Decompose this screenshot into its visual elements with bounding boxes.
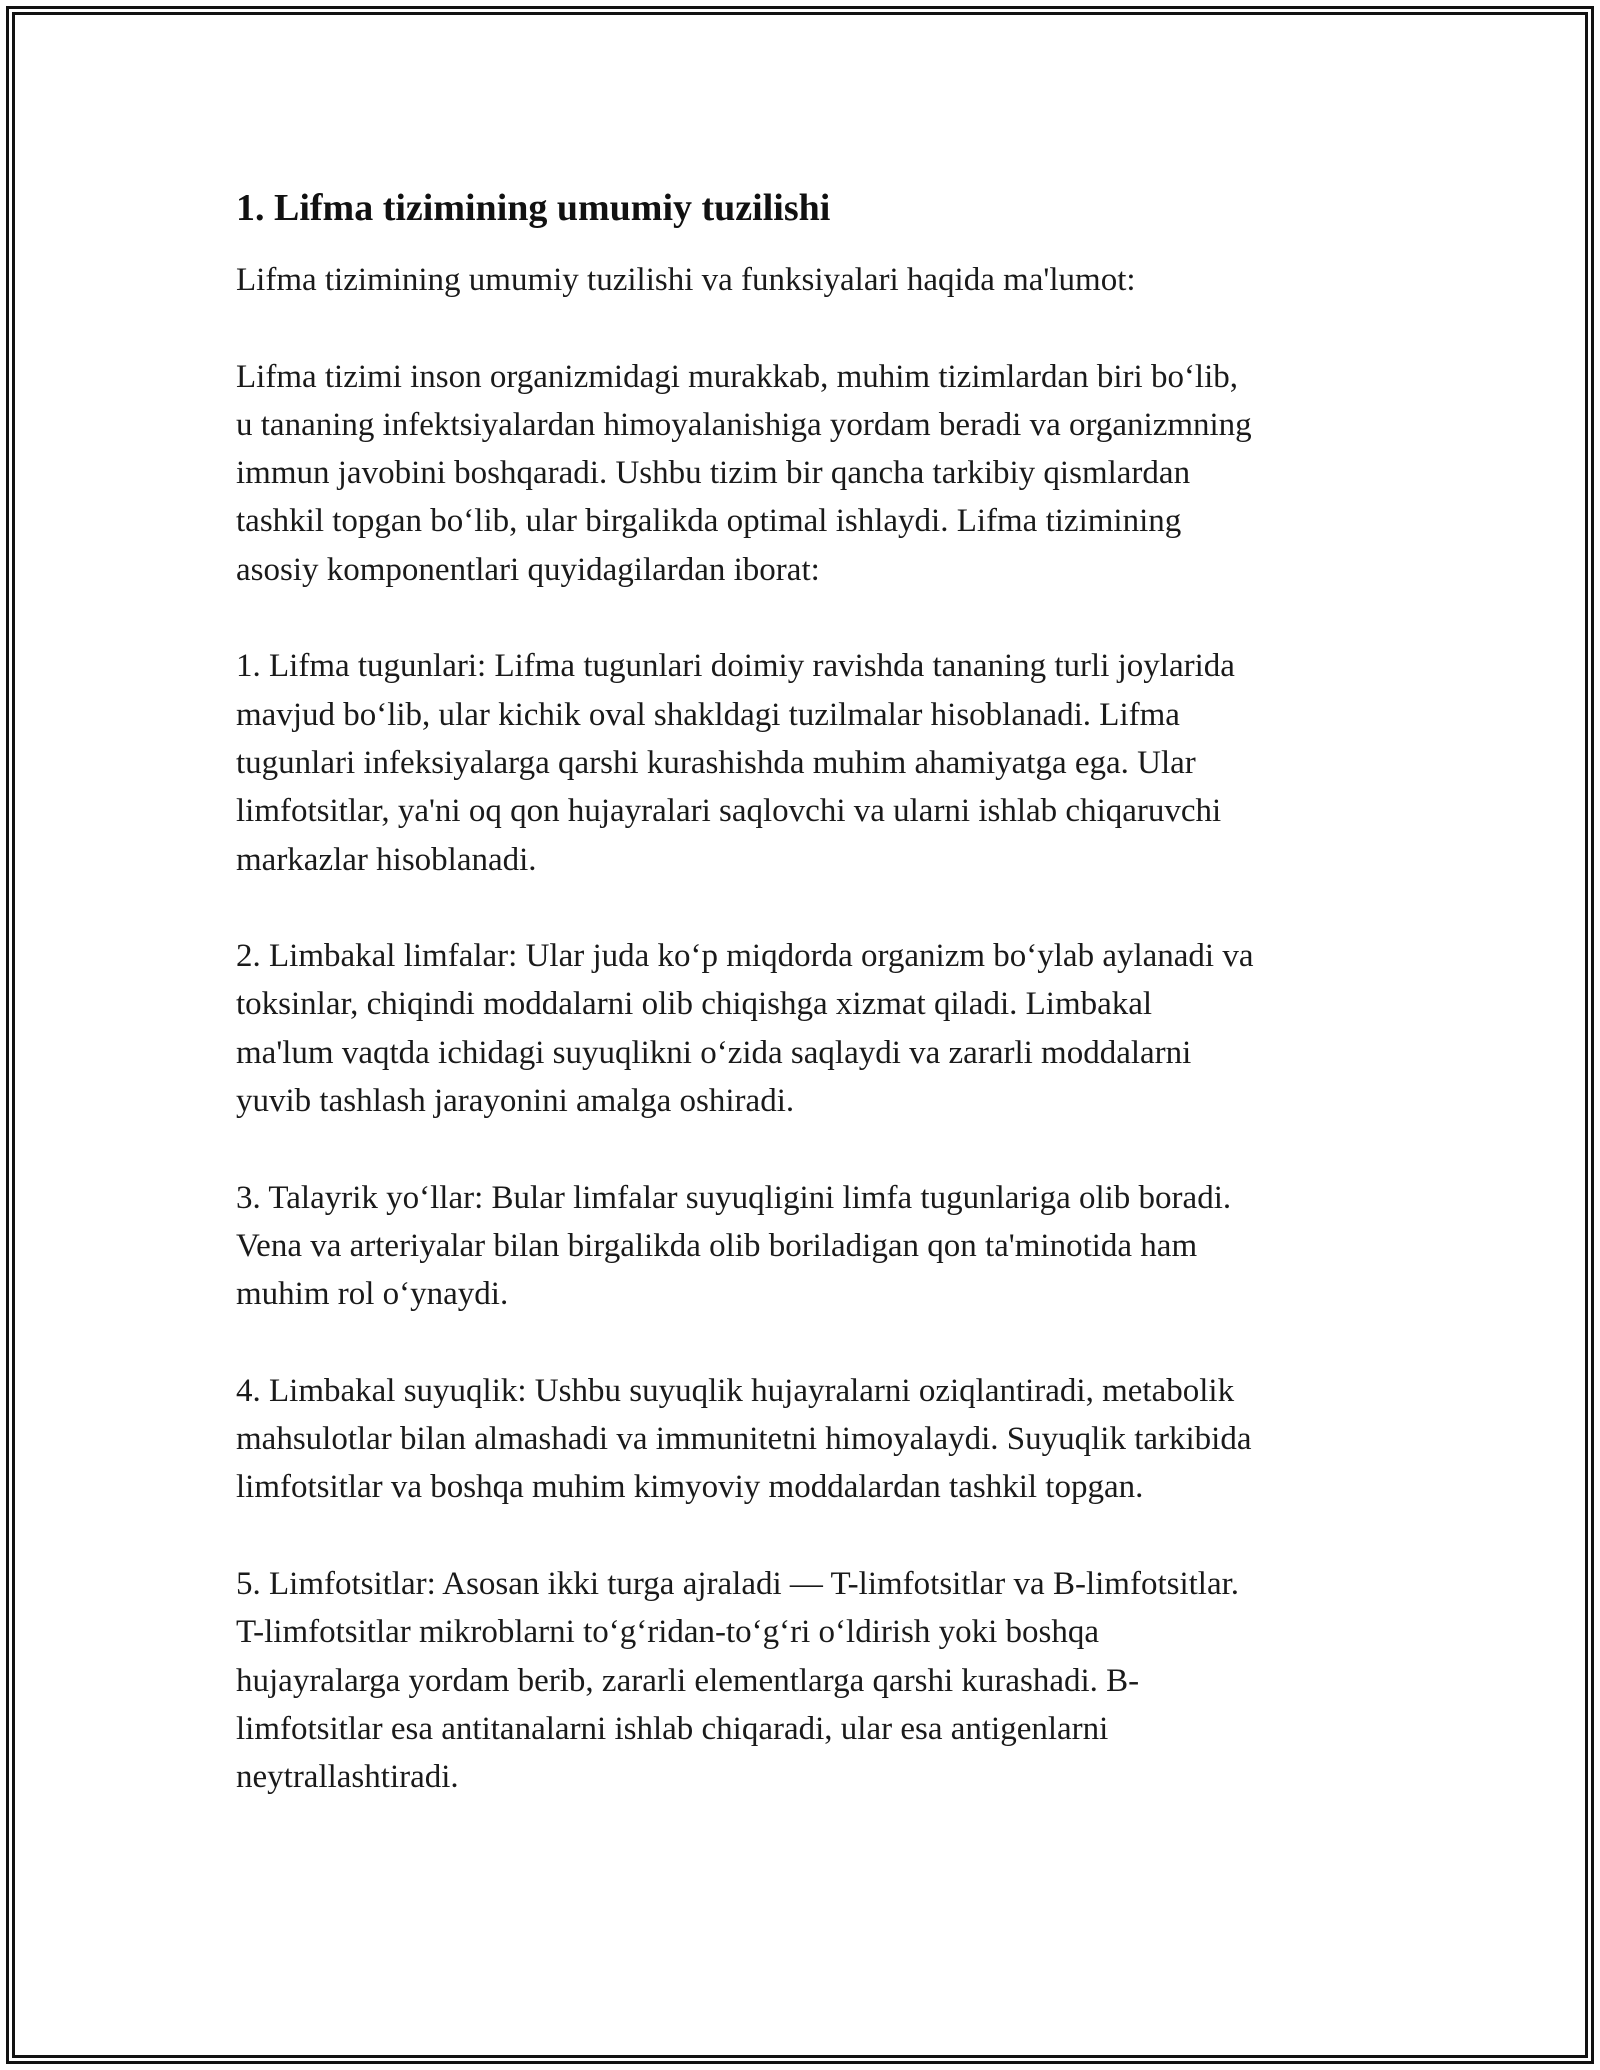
paragraph — [236, 353, 1386, 594]
paragraph — [236, 1174, 1386, 1319]
document-title: 1. Lifma tizimining umumiy tuzilishi — [236, 187, 831, 229]
paragraph — [236, 1367, 1386, 1512]
text-line: T-limfotsitlar mikroblarni to‘g‘ridan-to‘g‘ri o‘ldirish yoki boshqa — [236, 1614, 1100, 1651]
text-line: tugunlari infeksiyalarga qarshi kurashishda muhim ahamiyatga ega. Ular — [236, 744, 1196, 781]
text-line: muhim rol o‘ynaydi. — [236, 1276, 509, 1313]
text-line: Lifma tizimi inson organizmidagi murakkab, muhim tizimlardan biri bo‘lib, — [236, 358, 1239, 395]
text-line: markazlar hisoblanadi. — [236, 841, 537, 878]
text-line: neytrallashtiradi. — [236, 1759, 459, 1796]
text-line: limfotsitlar va boshqa muhim kimyoviy moddalardan tashkil topgan. — [236, 1469, 1144, 1506]
text-line: limfotsitlar, ya'ni oq qon hujayralari saqlovchi va ularni ishlab chiqaruvchi — [236, 793, 1222, 830]
text-line: 4. Limbakal suyuqlik: Ushbu suyuqlik hujayralarni oziqlantiradi, metabolik — [236, 1372, 1235, 1409]
paragraph-list — [236, 256, 1386, 1802]
text-line: tashkil topgan bo‘lib, ular birgalikda optimal ishlaydi. Lifma tizimining — [236, 503, 1182, 540]
text-line: mahsulotlar bilan almashadi va immunitetni himoyalaydi. Suyuqlik tarkibida — [236, 1421, 1252, 1458]
text-line: 5. Limfotsitlar: Asosan ikki turga ajraladi — T-limfotsitlar va B-limfotsitlar. — [236, 1566, 1240, 1603]
text-line: immun javobini boshqaradi. Ushbu tizim bir qancha tarkibiy qismlardan — [236, 455, 1191, 492]
text-line: asosiy komponentlari quyidagilardan iborat: — [236, 551, 820, 588]
text-line: limfotsitlar esa antitanalarni ishlab chiqaradi, ular esa antigenlarni — [236, 1710, 1109, 1747]
paragraph — [236, 932, 1386, 1125]
text-line: hujayralarga yordam berib, zararli elementlarga qarshi kurashadi. B- — [236, 1662, 1140, 1699]
text-line: Lifma tizimining umumiy tuzilishi va funksiyalari haqida ma'lumot: — [236, 262, 1136, 298]
text-line: mavjud bo‘lib, ular kichik oval shakldagi tuzilmalar hisoblanadi. Lifma — [236, 696, 1180, 733]
paragraph — [236, 642, 1386, 883]
paragraph — [236, 256, 1386, 304]
text-line: u tananing infektsiyalardan himoyalanishiga yordam beradi va organizmning — [236, 406, 1252, 443]
text-line: 2. Limbakal limfalar: Ular juda ko‘p miqdorda organizm bo‘ylab aylanadi va — [236, 938, 1254, 975]
document-body — [236, 184, 1386, 1850]
text-line: toksinlar, chiqindi moddalarni olib chiqishga xizmat qiladi. Limbakal — [236, 986, 1153, 1023]
paragraph — [236, 1560, 1386, 1801]
text-line: 1. Lifma tugunlari: Lifma tugunlari doimiy ravishda tananing turli joylarida — [236, 648, 1235, 685]
text-line: Vena va arteriyalar bilan birgalikda olib boriladigan qon ta'minotida ham — [236, 1227, 1198, 1264]
text-line: ma'lum vaqtda ichidagi suyuqlikni o‘zida saqlaydi va zararli moddalarni — [236, 1034, 1192, 1071]
text-line: yuvib tashlash jarayonini amalga oshiradi. — [236, 1083, 795, 1120]
text-line: 3. Talayrik yo‘llar: Bular limfalar suyuqligini limfa tugunlariga olib boradi. — [236, 1179, 1232, 1216]
